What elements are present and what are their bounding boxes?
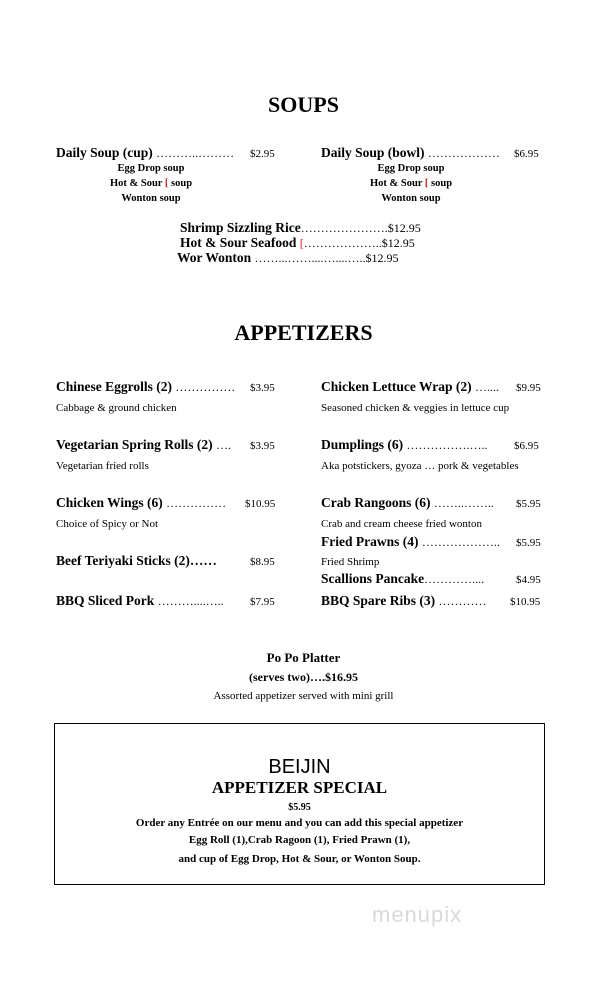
option-label: Hot & Sour (109, 178, 163, 189)
hot-sour-seafood (180, 235, 415, 251)
chicken-wings (56, 495, 226, 511)
item-dots: ……………….. (421, 535, 500, 549)
crab-rangoons-desc: Crab and cream cheese fried wonton (321, 518, 482, 530)
item-name: BBQ Spare Ribs (3) (321, 593, 436, 608)
item-name: Chinese Eggrolls (2) (56, 379, 173, 394)
spicy-mark: [ (299, 236, 304, 250)
scallions-pancake (321, 571, 484, 587)
fried-prawns-desc: Fried Shrimp (321, 556, 380, 568)
item-name: Scallions Pancake (321, 571, 425, 586)
appetizers-heading: APPETIZERS (234, 320, 373, 345)
dumplings-price: $6.95 (514, 440, 539, 452)
item-dots: ………..……… (156, 146, 235, 160)
chinese-eggrolls-price: $3.95 (250, 382, 275, 394)
soup-option-hot-sour (56, 178, 246, 189)
special-price: $5.95 (288, 802, 311, 813)
item-name: BBQ Sliced Pork (56, 593, 155, 608)
item-name: Beef Teriyaki Sticks (2)…… (56, 553, 217, 568)
special-line-2: Egg Roll (1),Crab Ragoon (1), Fried Prawn (1), (188, 834, 411, 846)
item-dots: ………....….. (157, 594, 224, 608)
platter-desc: Assorted appetizer served with mini grill (213, 690, 394, 702)
special-brand: BEIJIN (268, 756, 331, 778)
item-name: Chicken Wings (6) (56, 495, 163, 510)
vegetarian-spring-rolls-desc: Vegetarian fried rolls (56, 460, 149, 472)
chicken-lettuce-wrap (321, 379, 499, 395)
daily-soup-bowl (321, 145, 500, 161)
bbq-spare-ribs-price: $10.95 (510, 596, 541, 608)
item-price: $12.95 (387, 221, 421, 235)
spicy-mark: [ (164, 178, 169, 189)
option-label-2: soup (431, 178, 453, 189)
item-dots: ………….... (424, 572, 485, 586)
option-label-2: soup (171, 178, 193, 189)
item-price: $12.95 (365, 251, 399, 265)
item-name: Wor Wonton (177, 250, 252, 265)
item-dots: …………… (175, 380, 236, 394)
item-dots: …………….….. (406, 438, 488, 452)
spicy-mark: [ (424, 178, 429, 189)
chinese-eggrolls (56, 379, 235, 395)
special-title: APPETIZER SPECIAL (211, 778, 388, 797)
shrimp-sizzling-rice (180, 220, 421, 236)
appetizer-special-box (54, 723, 545, 885)
item-dots: ….... (475, 380, 499, 394)
item-name: Vegetarian Spring Rolls (2) (56, 437, 213, 452)
fried-prawns (321, 534, 500, 550)
daily-soup-bowl-price: $6.95 (514, 148, 539, 160)
soup-option-wonton: Wonton soup (121, 193, 181, 204)
soups-heading: SOUPS (268, 92, 339, 117)
vegetarian-spring-rolls (56, 437, 231, 453)
chicken-lettuce-wrap-desc: Seasoned chicken & veggies in lettuce cup (321, 402, 510, 414)
option-label: Hot & Sour (369, 178, 423, 189)
platter-serves: (serves two)….$16.95 (249, 670, 358, 684)
item-dots: ……………… (427, 146, 500, 160)
dumplings-desc: Aka potstickers, gyoza … pork & vegetables (321, 460, 519, 472)
item-name: Hot & Sour Seafood (180, 235, 297, 250)
chicken-wings-desc: Choice of Spicy or Not (56, 518, 159, 530)
scallions-pancake-price: $4.95 (516, 574, 541, 586)
crab-rangoons-price: $5.95 (516, 498, 541, 510)
wor-wonton (177, 250, 399, 266)
bbq-spare-ribs (321, 593, 487, 609)
platter-name: Po Po Platter (266, 650, 341, 665)
item-name: Shrimp Sizzling Rice (180, 220, 301, 235)
bbq-sliced-pork (56, 593, 224, 609)
item-dots: ……………….. (303, 236, 382, 250)
chinese-eggrolls-desc: Cabbage & ground chicken (56, 402, 177, 414)
daily-soup-cup-price: $2.95 (250, 148, 275, 160)
crab-rangoons (321, 495, 494, 511)
item-name: Daily Soup (cup) (56, 145, 153, 160)
soup-option-wonton-bowl: Wonton soup (381, 193, 441, 204)
soup-option-egg-drop-bowl: Egg Drop soup (377, 163, 445, 174)
beef-teriyaki-sticks-price: $8.95 (250, 556, 275, 568)
beef-teriyaki-sticks (56, 553, 217, 569)
daily-soup-cup (56, 145, 234, 161)
item-name: Crab Rangoons (6) (321, 495, 431, 510)
soup-option-hot-sour-bowl (316, 178, 506, 189)
item-name: Daily Soup (bowl) (321, 145, 425, 160)
menupix-watermark: menupix (372, 902, 463, 927)
item-dots: ……..…….. (433, 496, 494, 510)
bbq-sliced-pork-price: $7.95 (250, 596, 275, 608)
chicken-wings-price: $10.95 (245, 498, 276, 510)
item-name: Chicken Lettuce Wrap (2) (321, 379, 472, 394)
item-dots: …………………. (300, 221, 388, 235)
item-name: Fried Prawns (4) (321, 534, 419, 549)
special-line-3: and cup of Egg Drop, Hot & Sour, or Wonton Soup. (178, 853, 421, 865)
vegetarian-spring-rolls-price: $3.95 (250, 440, 275, 452)
item-dots: ………… (438, 594, 487, 608)
item-name: Dumplings (6) (321, 437, 404, 452)
special-line-1: Order any Entrée on our menu and you can add this special appetizer (135, 817, 464, 829)
item-dots: …………… (166, 496, 227, 510)
fried-prawns-price: $5.95 (516, 537, 541, 549)
soup-option-egg-drop: Egg Drop soup (117, 163, 185, 174)
item-price: $12.95 (381, 236, 415, 250)
item-dots: …. (216, 438, 232, 452)
item-dots: ……...……....…....….. (254, 251, 366, 265)
dumplings (321, 437, 488, 453)
chicken-lettuce-wrap-price: $9.95 (516, 382, 541, 394)
